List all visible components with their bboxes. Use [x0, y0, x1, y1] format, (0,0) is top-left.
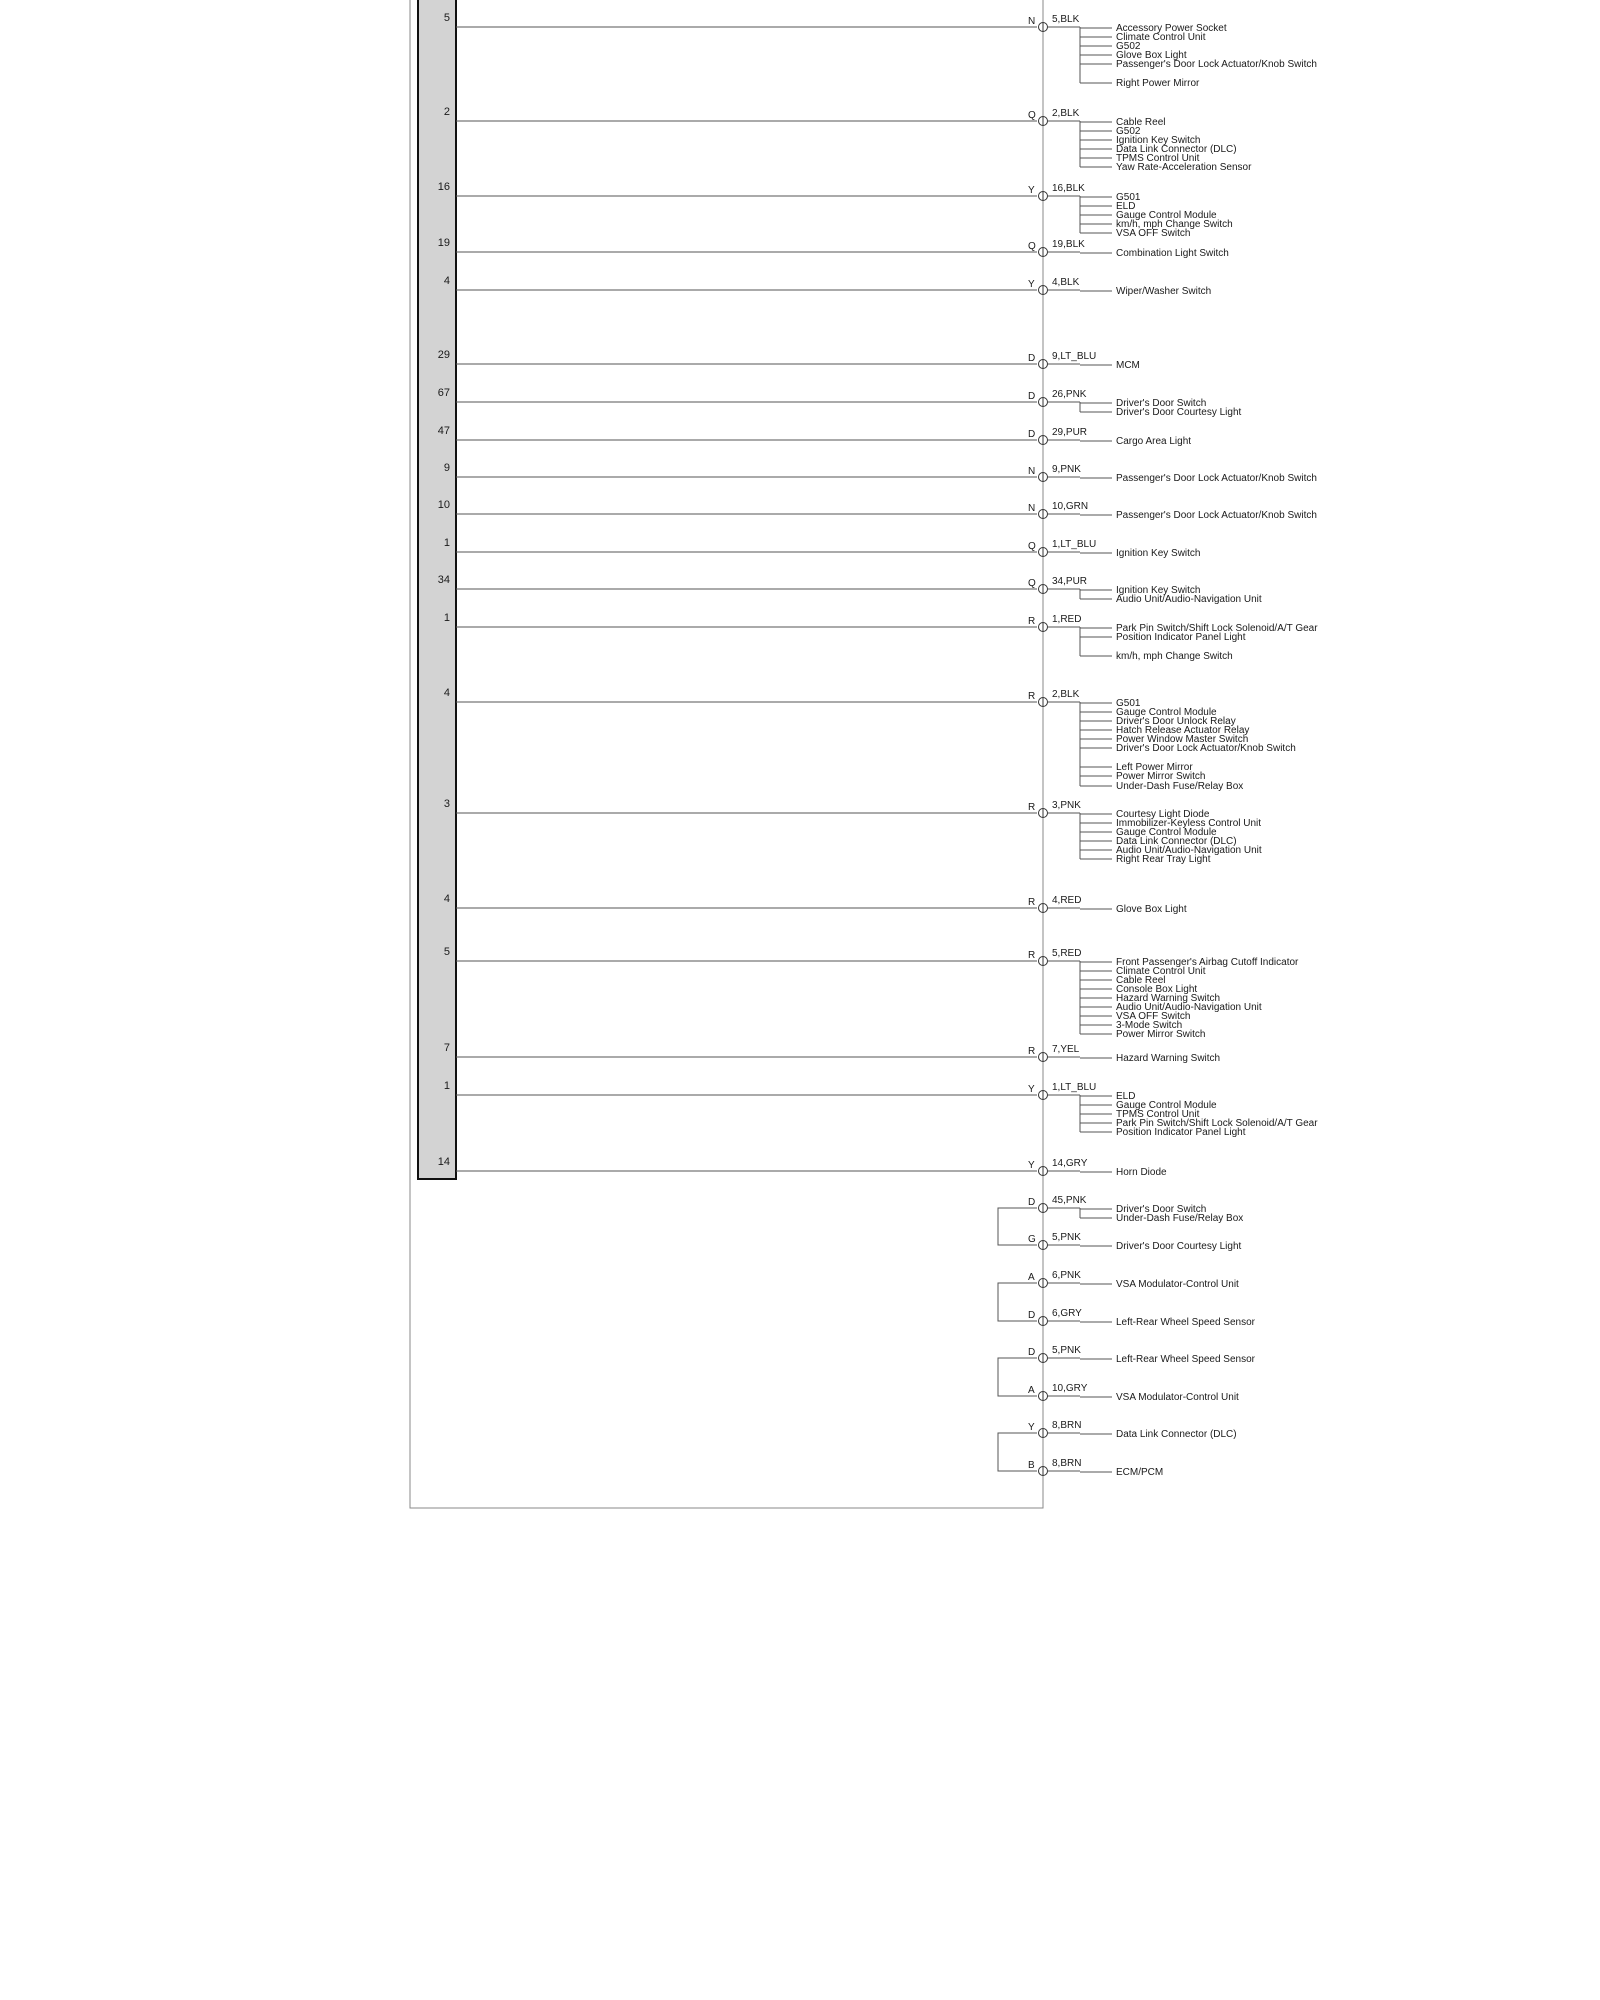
destination-label: ELD: [1116, 201, 1136, 212]
destination-label: Ignition Key Switch: [1116, 548, 1201, 559]
destination-label: Gauge Control Module: [1116, 210, 1217, 221]
wire-color-label: 8,BRN: [1052, 1458, 1082, 1469]
pin-row: [444, 612, 1318, 662]
destination-label: Courtesy Light Diode: [1116, 809, 1210, 820]
connector-letter: Y: [1028, 1422, 1035, 1433]
connector-letter: R: [1028, 616, 1036, 627]
connector-letter: N: [1028, 16, 1036, 27]
destination-label: ECM/PCM: [1116, 1467, 1164, 1478]
destination-label: Gauge Control Module: [1116, 827, 1217, 838]
destination-label: Ignition Key Switch: [1116, 135, 1201, 146]
destination-label: Combination Light Switch: [1116, 248, 1229, 259]
connector-letter: R: [1028, 897, 1036, 908]
pin-number: 5: [443, 12, 450, 24]
destination-label: Console Box Light: [1116, 984, 1198, 995]
connector-letter: Q: [1028, 241, 1036, 252]
destination-label: Left Power Mirror: [1116, 762, 1193, 773]
destination-label: G502: [1116, 126, 1141, 137]
pin-number: 1: [443, 612, 450, 624]
connector-letter: Y: [1028, 1160, 1035, 1171]
destination-label: Park Pin Switch/Shift Lock Solenoid/A/T Gear: [1116, 1118, 1318, 1129]
pin-row: [438, 349, 1140, 371]
pin-number: 10: [437, 499, 450, 511]
destination-label: Data Link Connector (DLC): [1116, 1429, 1237, 1440]
pin-row: [444, 12, 1317, 89]
connector-letter: Y: [1028, 279, 1035, 290]
destination-label: 3-Mode Switch: [1116, 1020, 1183, 1031]
wire-color-label: 9,PNK: [1052, 464, 1081, 475]
pin-number: 67: [437, 387, 450, 399]
pin-row: [444, 946, 1299, 1040]
destination-label: Audio Unit/Audio-Navigation Unit: [1116, 594, 1262, 605]
destination-label: Position Indicator Panel Light: [1116, 1127, 1246, 1138]
destination-label: Cargo Area Light: [1116, 436, 1192, 447]
destination-label: Driver's Door Switch: [1116, 398, 1207, 409]
destination-label: ELD: [1116, 1091, 1136, 1102]
destination-label: Cable Reel: [1116, 117, 1166, 128]
pin-row: [438, 237, 1229, 259]
pin-number: 4: [443, 893, 450, 905]
wire-color-label: 45,PNK: [1052, 1195, 1087, 1206]
destination-label: Driver's Door Courtesy Light: [1116, 407, 1242, 418]
destination-label: Glove Box Light: [1116, 50, 1187, 61]
wire-color-label: 1,RED: [1052, 614, 1082, 625]
connector-letter: A: [1028, 1272, 1035, 1283]
wire-color-label: 16,BLK: [1052, 183, 1085, 194]
wire-color-label: 2,BLK: [1052, 108, 1080, 119]
destination-label: Climate Control Unit: [1116, 32, 1206, 43]
wire-color-label: 29,PUR: [1052, 427, 1088, 438]
wire-color-label: 26,PNK: [1052, 389, 1087, 400]
destination-label: Hatch Release Actuator Relay: [1116, 725, 1250, 736]
wire-color-label: 6,PNK: [1052, 1270, 1081, 1281]
connector-letter: D: [1028, 391, 1036, 402]
destination-label: Audio Unit/Audio-Navigation Unit: [1116, 845, 1262, 856]
pin-row: [438, 574, 1262, 605]
wire-color-label: 4,BLK: [1052, 277, 1080, 288]
jumper-row: [1028, 1345, 1256, 1365]
pin-row: [444, 106, 1252, 173]
destination-label: Left-Rear Wheel Speed Sensor: [1116, 1354, 1255, 1365]
destination-label: Passenger's Door Lock Actuator/Knob Switch: [1116, 473, 1317, 484]
destination-label: Driver's Door Switch: [1116, 1204, 1207, 1215]
destination-label: Power Mirror Switch: [1116, 771, 1206, 782]
pin-number: 1: [443, 537, 450, 549]
jumper-row: [1028, 1420, 1237, 1440]
destination-label: Power Window Master Switch: [1116, 734, 1249, 745]
wire-color-label: 5,BLK: [1052, 14, 1080, 25]
wire-color-label: 1,LT_BLU: [1052, 539, 1097, 550]
connector-letter: R: [1028, 802, 1036, 813]
destination-label: Ignition Key Switch: [1116, 585, 1201, 596]
pin-row: [444, 687, 1296, 792]
pin-number: 1: [443, 1080, 450, 1092]
wire-color-label: 10,GRY: [1052, 1383, 1088, 1394]
destination-label: Passenger's Door Lock Actuator/Knob Switch: [1116, 510, 1317, 521]
destination-label: Data Link Connector (DLC): [1116, 836, 1237, 847]
destination-label: Climate Control Unit: [1116, 966, 1206, 977]
destination-label: Glove Box Light: [1116, 904, 1187, 915]
destination-label: Immobilizer-Keyless Control Unit: [1116, 818, 1262, 829]
destination-label: Power Mirror Switch: [1116, 1029, 1206, 1040]
destination-label: VSA Modulator-Control Unit: [1116, 1279, 1239, 1290]
connector-letter: N: [1028, 466, 1036, 477]
wire-color-label: 34,PUR: [1052, 576, 1088, 587]
pin-number: 47: [437, 425, 450, 437]
connector-letter: Q: [1028, 110, 1036, 121]
destination-label: Under-Dash Fuse/Relay Box: [1116, 1213, 1244, 1224]
connector-letter: N: [1028, 503, 1036, 514]
pin-row: [444, 1080, 1318, 1138]
destination-label: Front Passenger's Airbag Cutoff Indicator: [1116, 957, 1299, 968]
destination-label: Driver's Door Unlock Relay: [1116, 716, 1236, 727]
destination-label: km/h, mph Change Switch: [1116, 219, 1233, 230]
destination-label: Park Pin Switch/Shift Lock Solenoid/A/T Gear: [1116, 623, 1318, 634]
wire-color-label: 10,GRN: [1052, 501, 1089, 512]
destination-label: Passenger's Door Lock Actuator/Knob Switch: [1116, 59, 1317, 70]
jumper-row: [1028, 1308, 1256, 1328]
connector-letter: Y: [1028, 1084, 1035, 1095]
connector-letter: Q: [1028, 578, 1036, 589]
destination-label: Position Indicator Panel Light: [1116, 632, 1246, 643]
pin-number: 29: [437, 349, 450, 361]
pin-number: 4: [443, 687, 450, 699]
destination-label: Gauge Control Module: [1116, 707, 1217, 718]
destination-label: Driver's Door Courtesy Light: [1116, 1241, 1242, 1252]
destination-label: TPMS Control Unit: [1116, 1109, 1200, 1120]
destination-label: Yaw Rate-Acceleration Sensor: [1116, 162, 1252, 173]
destination-label: VSA OFF Switch: [1116, 228, 1191, 239]
pin-row: [444, 1042, 1220, 1064]
pin-row: [438, 499, 1317, 521]
destination-label: Accessory Power Socket: [1116, 23, 1227, 34]
wire-color-label: 5,PNK: [1052, 1232, 1081, 1243]
pin-row: [444, 275, 1211, 297]
connector-letter: Q: [1028, 541, 1036, 552]
pin-row: [438, 181, 1233, 239]
destination-label: Left-Rear Wheel Speed Sensor: [1116, 1317, 1255, 1328]
wire-color-label: 3,PNK: [1052, 800, 1081, 811]
destination-label: Right Rear Tray Light: [1116, 854, 1211, 865]
pin-number: 16: [437, 181, 450, 193]
destination-label: G501: [1116, 698, 1141, 709]
destination-label: Horn Diode: [1116, 1167, 1167, 1178]
destination-label: Cable Reel: [1116, 975, 1166, 986]
connector-letter: D: [1028, 429, 1036, 440]
connector-letter: R: [1028, 950, 1036, 961]
destination-label: VSA OFF Switch: [1116, 1011, 1191, 1022]
pin-row: [444, 798, 1262, 865]
pin-row: [438, 425, 1192, 447]
destination-label: G502: [1116, 41, 1141, 52]
destination-label: G501: [1116, 192, 1141, 203]
wire-color-label: 19,BLK: [1052, 239, 1085, 250]
wire-color-label: 2,BLK: [1052, 689, 1080, 700]
jumper-row: [1028, 1270, 1239, 1290]
destination-label: TPMS Control Unit: [1116, 153, 1200, 164]
wire-color-label: 6,GRY: [1052, 1308, 1082, 1319]
pin-number: 34: [437, 574, 450, 586]
destination-label: Under-Dash Fuse/Relay Box: [1116, 781, 1244, 792]
connector-letter: Y: [1028, 185, 1035, 196]
connector-letter: R: [1028, 691, 1036, 702]
pin-row: [438, 387, 1242, 418]
pin-row: [444, 893, 1187, 915]
pin-row: [444, 537, 1201, 559]
jumper-row: [1028, 1458, 1163, 1478]
connector-letter: A: [1028, 1385, 1035, 1396]
pin-number: 9: [443, 462, 450, 474]
connector-letter: D: [1028, 1197, 1036, 1208]
wire-color-label: 5,PNK: [1052, 1345, 1081, 1356]
pin-rows: [438, 12, 1318, 1178]
jumper-rows: [998, 1195, 1256, 1478]
pin-number: 5: [443, 946, 450, 958]
wire-color-label: 5,RED: [1052, 948, 1082, 959]
destination-label: Hazard Warning Switch: [1116, 993, 1221, 1004]
jumper-row: [1028, 1195, 1243, 1224]
destination-label: Wiper/Washer Switch: [1116, 286, 1212, 297]
pin-number: 19: [437, 237, 450, 249]
wire-color-label: 9,LT_BLU: [1052, 351, 1097, 362]
pin-number: 14: [437, 1156, 450, 1168]
destination-label: VSA Modulator-Control Unit: [1116, 1392, 1239, 1403]
connector-letter: D: [1028, 353, 1036, 364]
destination-label: MCM: [1116, 360, 1140, 371]
destination-label: Right Power Mirror: [1116, 78, 1200, 89]
wire-color-label: 4,RED: [1052, 895, 1082, 906]
wire-color-label: 1,LT_BLU: [1052, 1082, 1097, 1093]
wire-color-label: 14,GRY: [1052, 1158, 1088, 1169]
destination-label: Gauge Control Module: [1116, 1100, 1217, 1111]
destination-label: Audio Unit/Audio-Navigation Unit: [1116, 1002, 1262, 1013]
destination-label: Driver's Door Lock Actuator/Knob Switch: [1116, 743, 1296, 754]
connector-letter: D: [1028, 1347, 1036, 1358]
connector-letter: D: [1028, 1310, 1036, 1321]
connector-letter: G: [1028, 1234, 1036, 1245]
connector-letter: B: [1028, 1460, 1035, 1471]
wire-color-label: 8,BRN: [1052, 1420, 1082, 1431]
pin-number: 3: [443, 798, 450, 810]
pin-number: 4: [443, 275, 450, 287]
destination-label: km/h, mph Change Switch: [1116, 651, 1233, 662]
pin-number: 2: [443, 106, 450, 118]
pin-number: 7: [443, 1042, 450, 1054]
jumper-row: [1028, 1232, 1242, 1252]
connector-block: [418, 0, 456, 1179]
wire-color-label: 7,YEL: [1052, 1044, 1080, 1055]
destination-label: Data Link Connector (DLC): [1116, 144, 1237, 155]
pin-row: [438, 1156, 1167, 1178]
jumper-row: [1028, 1383, 1239, 1403]
connector-letter: R: [1028, 1046, 1036, 1057]
destination-label: Hazard Warning Switch: [1116, 1053, 1221, 1064]
harness-frame: [410, 0, 1043, 1508]
pin-row: [444, 462, 1317, 484]
